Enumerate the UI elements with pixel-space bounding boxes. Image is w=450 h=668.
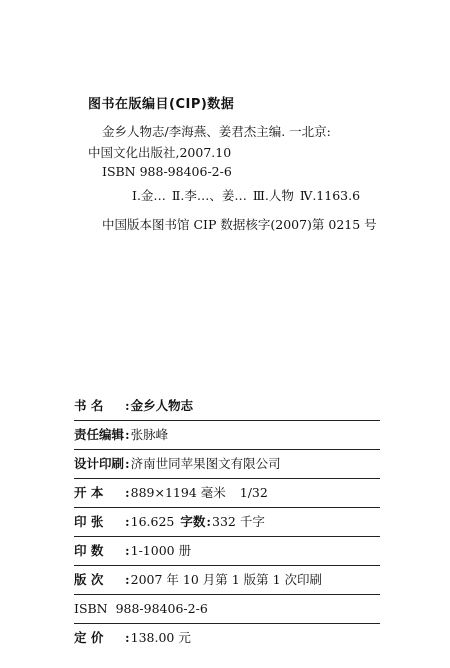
cip-line-classification: Ⅰ.金… Ⅱ.李…、姜… Ⅲ.人物 Ⅳ.1163.6: [132, 188, 361, 203]
sheets-value: 16.625: [130, 514, 175, 529]
design-label: 设计印刷: [74, 456, 125, 471]
price-value: 138.00 元: [130, 630, 191, 645]
row-print-count: 印 数 : 1-1000 册: [74, 537, 380, 566]
book-title-label: 书 名: [74, 398, 104, 413]
colophon: [74, 392, 380, 652]
cip-line-publisher: 中国文化出版社,2007.10: [88, 145, 232, 160]
design-value: 济南世同苹果图文有限公司: [130, 456, 281, 471]
cip-line-isbn: ISBN 988-98406-2-6: [102, 164, 232, 179]
format-label: 开 本: [74, 485, 104, 500]
print-count-value: 1-1000 册: [130, 543, 192, 558]
edition-value: 2007 年 10 月第 1 版第 1 次印刷: [130, 572, 323, 587]
isbn-value: ISBN 988-98406-2-6: [74, 601, 208, 616]
price-label: 定 价: [74, 630, 104, 645]
row-sheets: 印 张 : 16.625 字数 : 332 千字: [74, 508, 380, 537]
row-format: 开 本 : 889×1194 毫米 1/32: [74, 479, 380, 508]
row-edition: 版 次 : 2007 年 10 月第 1 版第 1 次印刷: [74, 566, 380, 595]
sheets-label: 印 张: [74, 514, 104, 529]
cip-line-title-editors: 金乡人物志/李海燕、姜君杰主编. 一北京:: [102, 124, 331, 139]
words-value: 332 千字: [212, 514, 265, 529]
editor-value: 张脉峰: [130, 427, 169, 442]
format-size: 1/32: [239, 485, 268, 500]
cip-line-record-number: 中国版本图书馆 CIP 数据核字(2007)第 0215 号: [102, 217, 377, 232]
row-design-printing: 设计印刷 : 济南世同苹果图文有限公司: [74, 450, 380, 479]
cip-title: 图书在版编目(CIP)数据: [88, 97, 235, 112]
editor-label: 责任编辑: [74, 427, 125, 442]
row-price: 定 价 : 138.00 元: [74, 624, 380, 652]
edition-label: 版 次: [74, 572, 104, 587]
row-isbn: [74, 595, 380, 624]
print-count-label: 印 数: [74, 543, 104, 558]
row-editor: 责任编辑 : 张脉峰: [74, 421, 380, 450]
row-book-title: 书 名 : 金乡人物志: [74, 392, 380, 421]
format-value: 889×1194 毫米: [130, 485, 226, 500]
words-label: 字数: [180, 514, 206, 529]
book-title-value: 金乡人物志: [130, 398, 194, 413]
